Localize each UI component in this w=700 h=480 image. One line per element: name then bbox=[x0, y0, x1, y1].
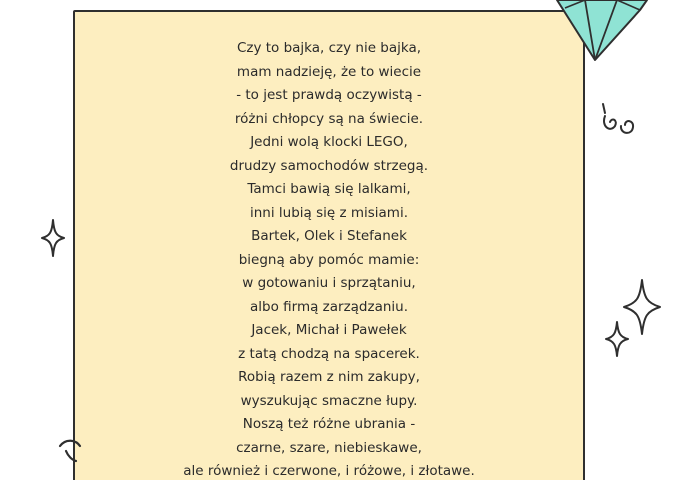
poem-text bbox=[73, 37, 585, 480]
sparkle-icon bbox=[40, 218, 66, 258]
poem-line: Robią razem z nim zakupy, bbox=[238, 369, 420, 385]
poem-line: z tatą chodzą na spacerek. bbox=[238, 345, 420, 362]
poem-line: Jedni wolą klocki LEGO, bbox=[250, 134, 408, 150]
poem-line: mam nadzieję, że to wiecie bbox=[236, 63, 422, 80]
poem-line: Tamci bawią się lalkami, bbox=[247, 181, 411, 197]
poem-line: w gotowaniu i sprzątaniu, bbox=[242, 275, 416, 291]
swirl-icon bbox=[596, 100, 640, 140]
sparkle-icon bbox=[604, 320, 630, 358]
poem-line: Czy to bajka, czy nie bajka, bbox=[236, 40, 422, 56]
poem-line: Bartek, Olek i Stefanek bbox=[251, 228, 407, 244]
poem-line: albo firmą zarządzaniu. bbox=[249, 298, 409, 315]
poem-line: wyszukując smaczne łupy. bbox=[240, 392, 418, 409]
poem-line: ale również i czerwone, i różowe, i złotawe. bbox=[183, 463, 475, 479]
poem-line: Noszą też różne ubrania - bbox=[242, 416, 416, 432]
poem-line: drudzy samochodów strzegą. bbox=[229, 157, 429, 174]
squiggle-icon bbox=[56, 434, 86, 464]
poem-line: różni chłopcy są na świecie. bbox=[234, 110, 424, 127]
diamond-icon bbox=[555, 0, 655, 62]
poem-line: - to jest prawdą oczywistą - bbox=[236, 87, 422, 103]
poem-line: biegną aby pomóc mamie: bbox=[238, 251, 420, 268]
poem-line: inni lubią się z misiami. bbox=[249, 204, 408, 221]
poem-line: czarne, szare, niebieskawe, bbox=[236, 439, 422, 456]
poem-line: Jacek, Michał i Pawełek bbox=[251, 322, 407, 338]
